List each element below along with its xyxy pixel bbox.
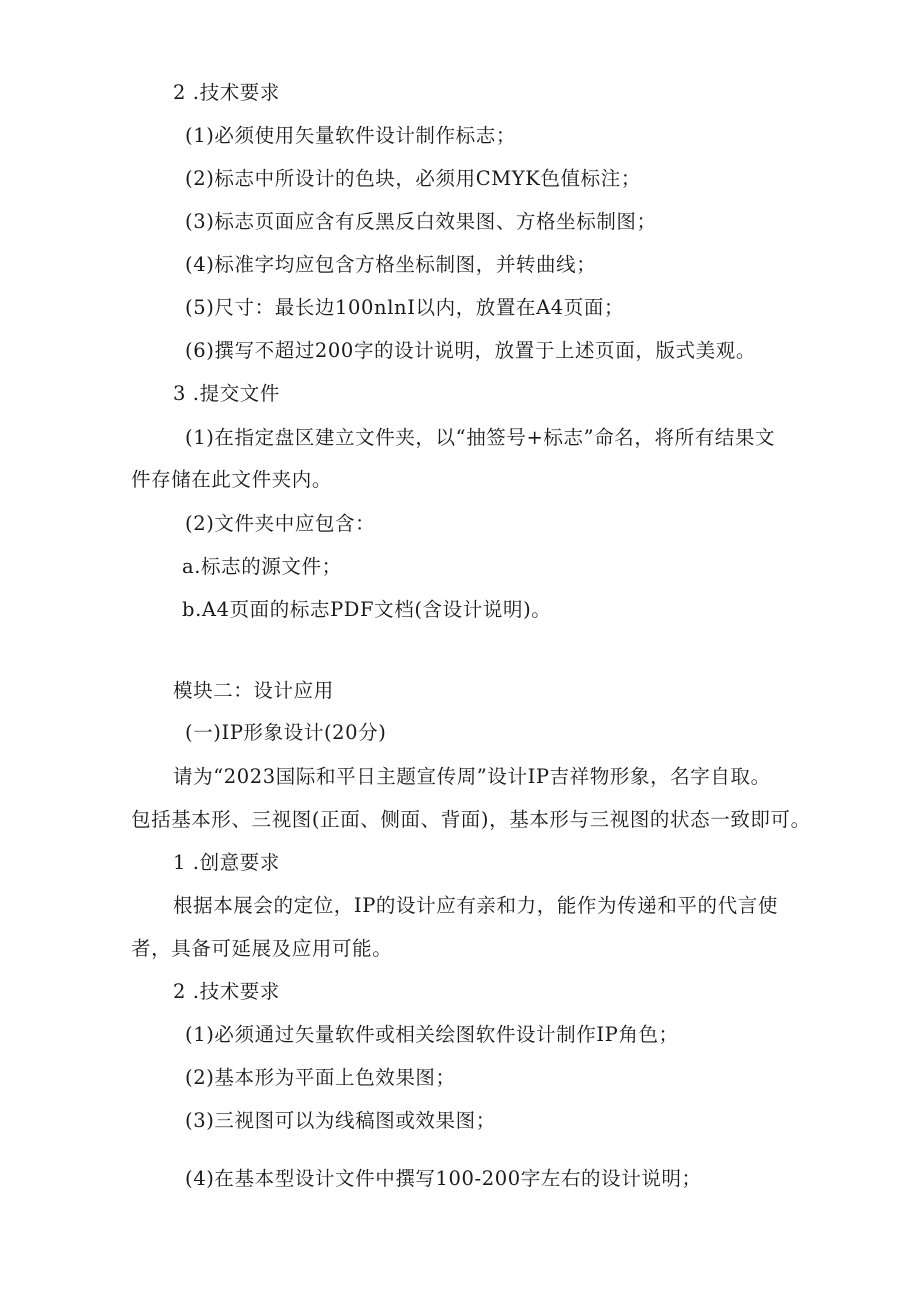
ip-requirement-item-1: (1)必须通过矢量软件或相关绘图软件设计制作IP角色； [185, 1023, 679, 1046]
task-paragraph-line-1: 请为“2023国际和平日主题宣传周”设计IP吉祥物形象，名字自取。 [173, 765, 771, 788]
requirement-item-1: (1)必须使用矢量软件设计制作标志； [185, 124, 516, 147]
task-paragraph-line-2: 包括基本形、三视图(正面、侧面、背面)，基本形与三视图的状态一致即可。 [131, 808, 811, 831]
heading-technical-requirements-2: 2 .技术要求 [173, 980, 281, 1003]
creative-paragraph-line-2: 者，具备可延展及应用可能。 [131, 937, 393, 960]
heading-submit-files: 3 .提交文件 [173, 382, 281, 405]
submit-subitem-b: b.A4页面的标志PDF文档(含设计说明)。 [182, 598, 552, 621]
requirement-item-6: (6)撰写不超过200字的设计说明，放置于上述页面，版式美观。 [185, 339, 756, 362]
submit-item-1: (1)在指定盘区建立文件夹，以“抽签号+标志”命名，将所有结果文 [185, 426, 776, 449]
requirement-item-4: (4)标准字均应包含方格坐标制图，并转曲线； [185, 253, 597, 276]
ip-requirement-item-4: (4)在基本型设计文件中撰写100-200字左右的设计说明； [185, 1167, 702, 1190]
module-heading: 模块二：设计应用 [173, 679, 334, 702]
requirement-item-2: (2)标志中所设计的色块，必须用CMYK色值标注； [185, 167, 641, 190]
requirement-item-5: (5)尺寸：最长边100nlnI以内，放置在A4页面； [185, 296, 625, 319]
submit-subitem-a: a.标志的源文件； [182, 555, 342, 578]
creative-paragraph-line-1: 根据本展会的定位，IP的设计应有亲和力，能作为传递和平的代言使 [173, 894, 778, 917]
requirement-item-3: (3)标志页面应含有反黑反白效果图、方格坐标制图； [185, 210, 657, 233]
heading-technical-requirements: 2 .技术要求 [173, 81, 281, 104]
ip-requirement-item-2: (2)基本形为平面上色效果图； [185, 1066, 456, 1089]
ip-requirement-item-3: (3)三视图可以为线稿图或效果图； [185, 1109, 496, 1132]
section-heading-ip-design: (一)IP形象设计(20分) [185, 721, 387, 744]
submit-item-2: (2)文件夹中应包含： [185, 512, 376, 535]
submit-item-1-continued: 件存储在此文件夹内。 [131, 468, 333, 491]
heading-creative-requirements: 1 .创意要求 [173, 851, 281, 874]
